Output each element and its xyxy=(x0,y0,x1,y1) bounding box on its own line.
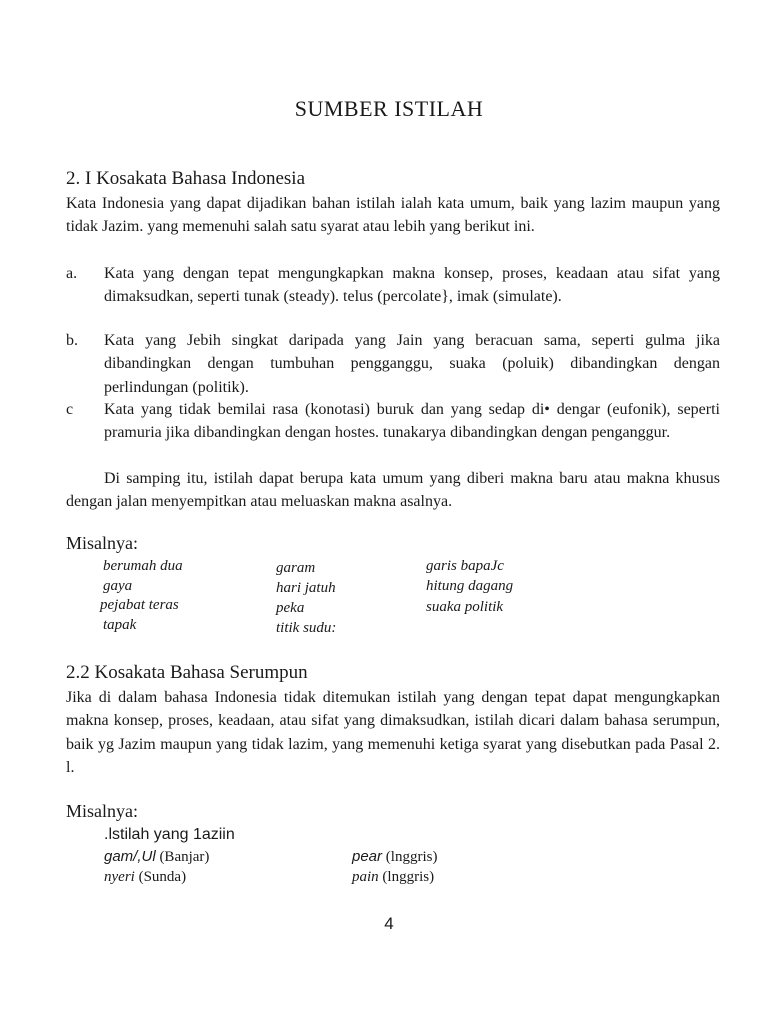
list-marker: b. xyxy=(66,332,78,349)
example-row xyxy=(104,848,209,866)
example-term: peka xyxy=(276,600,305,616)
section-heading-2-1: 2. I Kosakata Bahasa Indonesia xyxy=(66,168,306,189)
page-title: SUMBER ISTILAH xyxy=(294,96,484,121)
examples-grid xyxy=(100,558,560,638)
list-item-text: Kata yang dengan tepat mengungkapkan makna konsep, proses, keadaan atau sifat yang dimaksudkan, seperti tunak (steady). telus (percolate}, imak (simulate). xyxy=(104,265,720,306)
example-term: nyeri xyxy=(104,869,135,885)
list-marker: a. xyxy=(66,265,78,282)
example-origin: (Sunda) xyxy=(138,869,187,885)
list-item-text: Kata yang Jebih singkat daripada yang Jain yang beracuan sama, seperti gulma jika dibandingkan dengan tumbuhan pengganggu, suaka (poluik) dibandingkan dengan perlindungan (politik). xyxy=(104,332,720,396)
example-term: suaka politik xyxy=(426,599,504,615)
example-term: titik sudu: xyxy=(276,620,337,636)
example-row xyxy=(352,848,437,866)
example-term: gaya xyxy=(103,578,133,594)
section-2-intro: Jika di dalam bahasa Indonesia tidak ditemukan istilah yang dengan tepat dapat mengungkapkan makna konsep, proses, keadaan, atau sifat yang dimaksudkan, istilah dicari dalam bahasa serumpun, baik yg Jazim maupun yang tidak lazim, yang memenuhi ketiga syarat yang disebutkan pada Pasal 2. l. xyxy=(66,689,720,776)
list-marker: c xyxy=(66,401,74,418)
section-heading-2-2: 2.2 Kosakata Bahasa Serumpun xyxy=(66,662,308,683)
example-foreign: pear xyxy=(352,848,383,865)
example-row xyxy=(104,869,186,886)
example-term: garam xyxy=(276,560,316,576)
example-term: hitung dagang xyxy=(426,578,514,594)
example-origin: (Banjar) xyxy=(159,849,210,865)
example-term: garis bapaJc xyxy=(426,558,504,574)
examples-label: Misalnya: xyxy=(66,801,138,821)
examples-label: Misalnya: xyxy=(66,533,138,553)
example-foreign: pain xyxy=(352,869,379,885)
example-language: (lnggris) xyxy=(385,849,438,865)
example-term: gam/,Ul xyxy=(104,848,156,865)
example-term: berumah dua xyxy=(103,558,183,574)
example-term: tapak xyxy=(103,617,137,633)
section-1-extra: Di samping itu, istilah dapat berupa kata umum yang diberi makna baru atau makna khusus dengan jalan menyempitkan atau meluaskan makna asalnya. xyxy=(66,470,720,511)
page-number: 4 xyxy=(384,914,394,933)
list-item-text: Kata yang tidak bemilai rasa (konotasi) buruk dan yang sedap di• dengar (eufonik), seperti pramuria jika dibandingkan dengan hostes. tunakarya dibandingkan dengan penganggur. xyxy=(104,401,720,442)
example-term: pejabat teras xyxy=(100,597,179,613)
examples-subheading: .lstilah yang 1aziin xyxy=(104,826,235,843)
example-language: (lnggris) xyxy=(382,869,435,885)
example-term: hari jatuh xyxy=(276,580,336,596)
section-1-intro: Kata Indonesia yang dapat dijadikan bahan istilah ialah kata umum, baik yang lazim maupun yang tidak Jazim. yang memenuhi salah satu syarat atau lebih yang berikut ini. xyxy=(66,195,720,236)
example-row xyxy=(352,869,434,886)
